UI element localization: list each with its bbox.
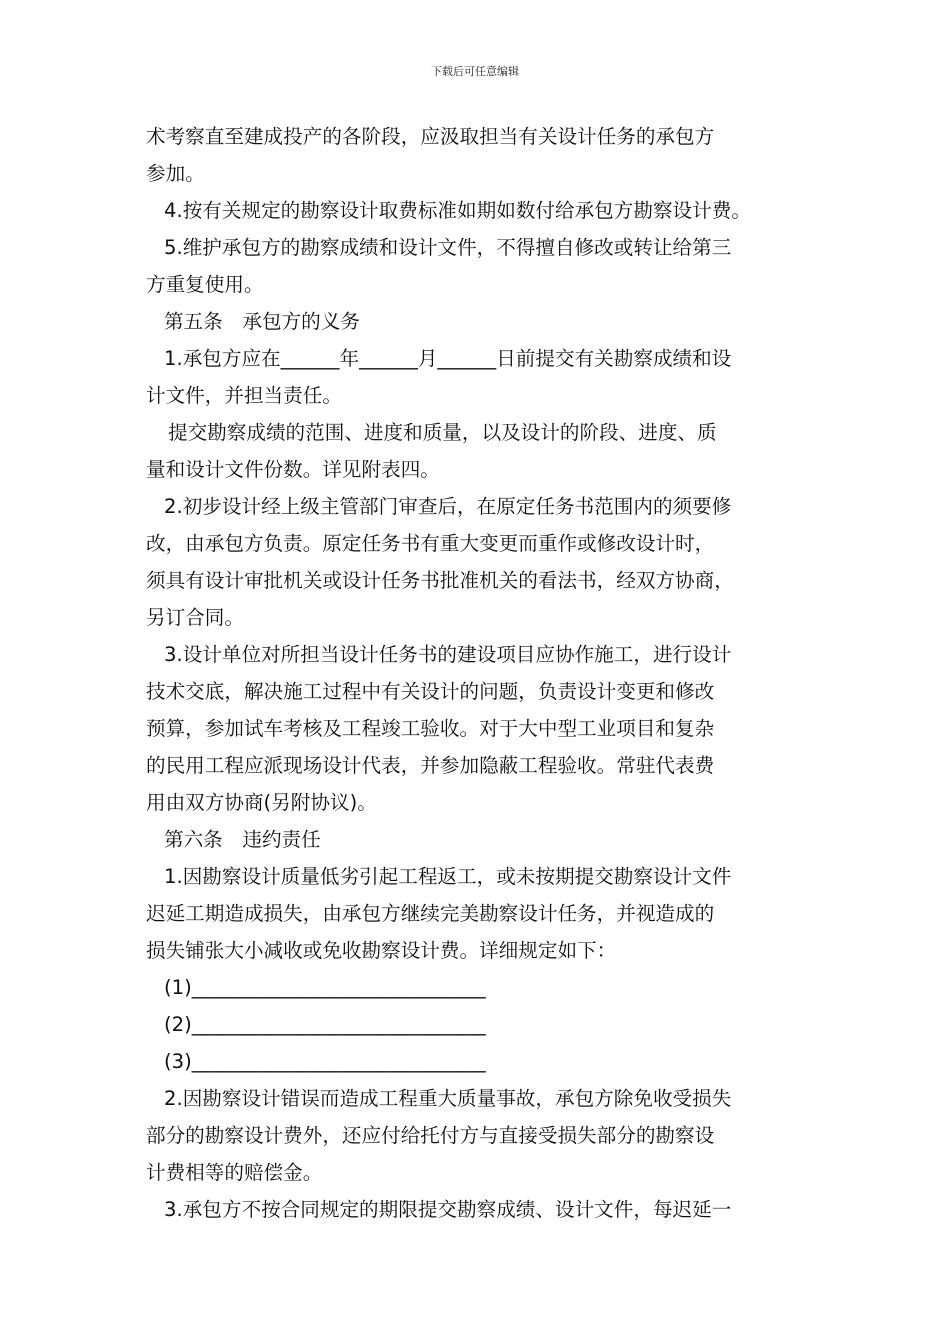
text-line: 参加。 [146,162,205,185]
blank-item: (1)______________________________ [164,976,486,999]
text-line: 用由双方协商(另附协议)。 [146,791,377,814]
text-line: 3.承包方不按合同规定的期限提交勘察成绩、设计文件，每迟延一 [164,1198,732,1221]
text-line: 2.初步设计经上级主管部门审查后，在原定任务书范围内的须要修 [164,495,732,518]
text-line: 1.因勘察设计质量低劣引起工程返工，或未按期提交勘察设计文件 [164,865,732,888]
text-line: 预算，参加试车考核及工程竣工验收。对于大中型工业项目和复杂 [146,717,715,740]
text-line: 方重复使用。 [146,273,264,296]
text-line: 技术交底，解决施工过程中有关设计的问题，负责设计变更和修改 [146,680,715,703]
text-line: 术考察直至建成投产的各阶段，应汲取担当有关设计任务的承包方 [146,125,715,148]
document-body [146,118,818,1228]
text-line: 须具有设计审批机关或设计任务书批准机关的看法书，经双方协商， [146,569,734,592]
text-line: 改，由承包方负责。原定任务书有重大变更而重作或修改设计时， [146,532,715,555]
text-line: 另订合同。 [146,606,244,629]
text-line: 5.维护承包方的勘察成绩和设计文件，不得擅自修改或转让给第三 [164,236,732,259]
blank-item: (2)______________________________ [164,1013,486,1036]
text-line: 量和设计文件份数。详见附表四。 [146,458,440,481]
text-line: 提交勘察成绩的范围、进度和质量，以及设计的阶段、进度、质 [168,421,717,444]
text-line: 部分的勘察设计费外，还应付给托付方与直接受损失部分的勘察设 [146,1124,715,1147]
section-heading: 第五条 承包方的义务 [164,310,360,333]
page-header: 下载后可任意编辑 [431,65,519,78]
section-heading: 第六条 违约责任 [164,828,321,851]
text-line: 计文件，并担当责任。 [146,384,342,407]
text-line: 1.承包方应在______年______月______日前提交有关勘察成绩和设 [164,347,732,370]
text-line: 的民用工程应派现场设计代表，并参加隐蔽工程验收。常驻代表费 [146,754,715,777]
blank-item: (3)______________________________ [164,1050,486,1073]
text-line: 损失铺张大小减收或免收勘察设计费。详细规定如下： [146,939,617,962]
text-line: 迟延工期造成损失，由承包方继续完美勘察设计任务，并视造成的 [146,902,715,925]
text-line: 计费相等的赔偿金。 [146,1161,323,1184]
text-line: 2.因勘察设计错误而造成工程重大质量事故，承包方除免收受损失 [164,1087,732,1110]
text-line: 4.按有关规定的勘察设计取费标准如期如数付给承包方勘察设计费。 [164,199,751,222]
text-line: 3.设计单位对所担当设计任务书的建设项目应协作施工，进行设计 [164,643,732,666]
